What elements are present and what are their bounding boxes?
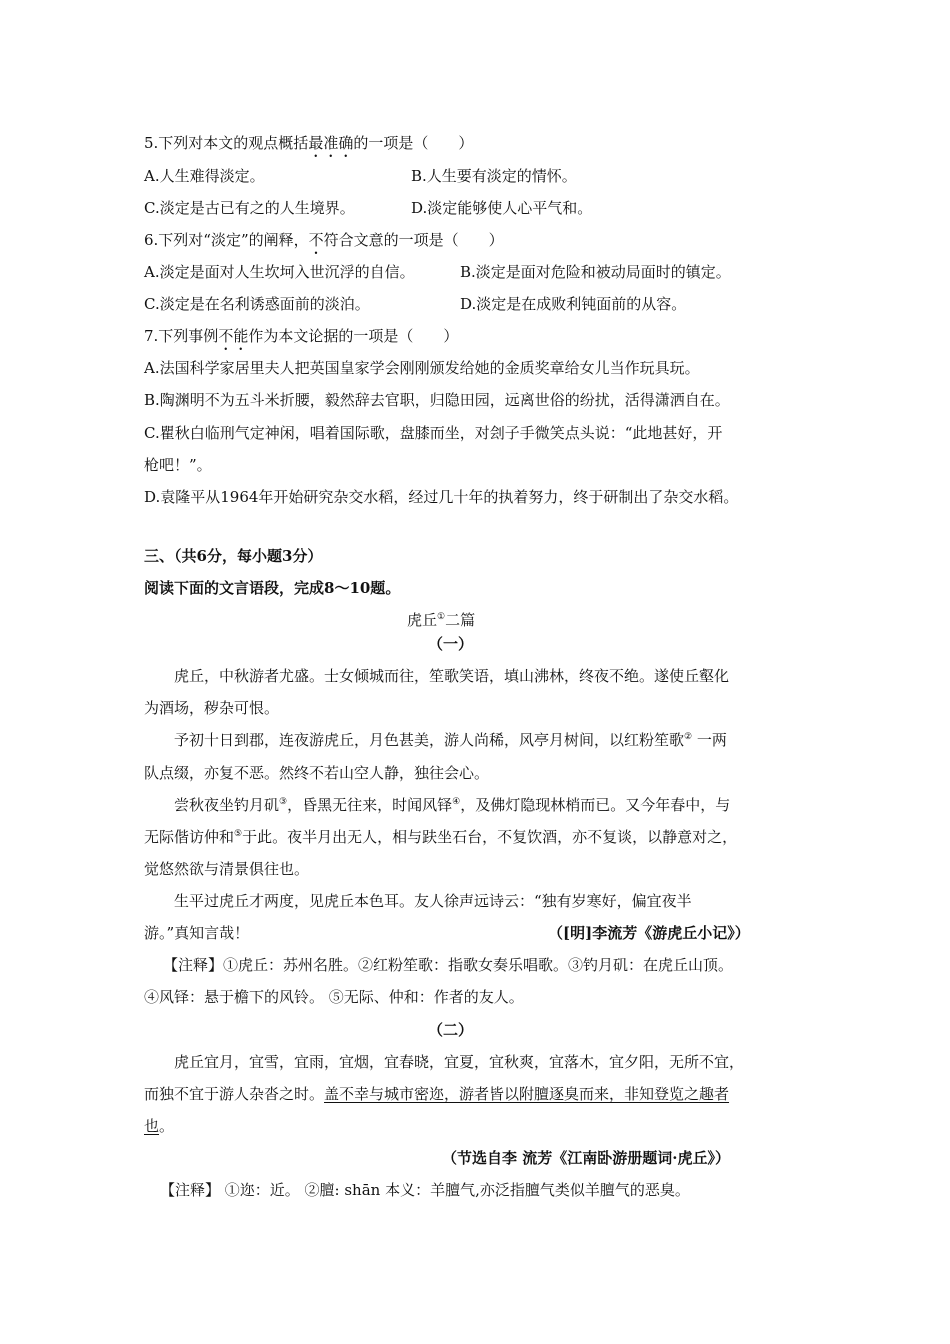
- q7-option-c-line1: C.瞿秋白临刑气定神闲，唱着国际歌，盘膝而坐，对刽子手微笑点头说：“此地甚好，开: [144, 424, 723, 442]
- q6-option-c: C.淡定是在名利诱惑面前的淡泊。: [144, 295, 370, 313]
- q5-option-b: B.人生要有淡定的情怀。: [411, 167, 577, 185]
- passage-part-1-label: （一）: [428, 635, 474, 653]
- q5-option-c: C.淡定是古已有之的人生境界。: [144, 199, 355, 217]
- p3-line1: 尝秋夜坐钓月矶③，昏黑无往来，时闻风铎④，及佛灯隐现林梢而已。又今年春中，与: [174, 796, 731, 814]
- q6-option-b: B.淡定是面对危险和被动局面时的镇定。: [460, 263, 731, 281]
- passage-title: 虎丘①二篇: [407, 611, 476, 629]
- p2-line2: 队点缀，亦复不恶。然终不若山空人静，独往会心。: [144, 764, 490, 782]
- note-2: 【注释】 ①迩：近。 ②膻: shān 本义：羊膻气,亦泛指膻气类似羊膻气的恶臭。: [160, 1181, 690, 1199]
- p5-line1: 虎丘宜月，宜雪，宜雨，宜烟，宜春晓，宜夏，宜秋爽，宜落木，宜夕阳，无所不宜，: [174, 1053, 745, 1071]
- p5-line3: 也。: [144, 1117, 175, 1135]
- q7-option-b: B.陶渊明不为五斗米折腰，毅然辞去官职，归隐田园，远离世俗的纷扰，活得潇洒自在。: [144, 391, 730, 409]
- q7-stem: 7.下列事例不能作为本文论据的一项是（ ）: [144, 327, 459, 345]
- p4-line2: 游。”真知言哉！: [144, 924, 250, 942]
- q7-option-c-line2: 枪吧！”。: [144, 456, 212, 474]
- q5-option-d: D.淡定能够使人心平气和。: [411, 199, 593, 217]
- p3-line3: 觉悠然欲与清景俱往也。: [144, 860, 310, 878]
- q6-stem: 6.下列对“淡定”的阐释，不符合文意的一项是（ ）: [144, 231, 504, 249]
- section-header: 三、（共6分，每小题3分）: [144, 547, 323, 565]
- p1-line2: 为酒场，秽杂可恨。: [144, 699, 280, 717]
- p4-line1: 生平过虎丘才两度，见虎丘本色耳。友人徐声远诗云：“独有岁寒好，偏宜夜半: [174, 892, 692, 910]
- underlined-sentence: 盖不幸与城市密迩，游者皆以附膻逐臭而来，非知登览之趣者: [324, 1085, 730, 1103]
- q6-option-d: D.淡定是在成败利钝面前的从容。: [460, 295, 687, 313]
- p5-line2: 而独不宜于游人杂沓之时。盖不幸与城市密迩，游者皆以附膻逐臭而来，非知登览之趣者: [144, 1085, 730, 1103]
- q7-option-d: D.袁隆平从1964年开始研究杂交水稻，经过几十年的执着努力，终于研制出了杂交水稻。: [144, 488, 739, 506]
- passage-part-2-label: （二）: [428, 1021, 474, 1039]
- q5-stem: 5.下列对本文的观点概括最准确的一项是（ ）: [144, 134, 474, 152]
- section-instruction: 阅读下面的文言语段，完成8～10题。: [144, 579, 401, 597]
- note-1-line2: ④风铎：悬于檐下的风铃。 ⑤无际、仲和：作者的友人。: [144, 988, 524, 1006]
- p1-line1: 虎丘，中秋游者尤盛。士女倾城而往，笙歌笑语，填山沸林，终夜不绝。遂使丘壑化: [174, 667, 730, 685]
- q7-option-a: A.法国科学家居里夫人把英国皇家学会刚刚颁发给她的金质奖章给女儿当作玩具玩。: [144, 359, 700, 377]
- citation-2: （节选自李 流芳《江南卧游册题词·虎丘》）: [442, 1149, 730, 1167]
- note-1-line1: 【注释】①虎丘：苏州名胜。②红粉笙歌：指歌女奏乐唱歌。③钓月矶：在虎丘山顶。: [163, 956, 734, 974]
- q6-option-a: A.淡定是面对人生坎坷入世沉浮的自信。: [144, 263, 415, 281]
- p3-line2: 无际偕访仲和⑤于此。夜半月出无人，相与趺坐石台，不复饮酒，亦不复谈，以静意对之，: [144, 828, 738, 846]
- citation-1: （[明]李流芳《游虎丘小记》）: [548, 924, 750, 942]
- p2-line1: 予初十日到郡，连夜游虎丘，月色甚美，游人尚稀，风亭月树间，以红粉笙歌② 一两: [174, 731, 727, 749]
- q5-option-a: A.人生难得淡定。: [144, 167, 265, 185]
